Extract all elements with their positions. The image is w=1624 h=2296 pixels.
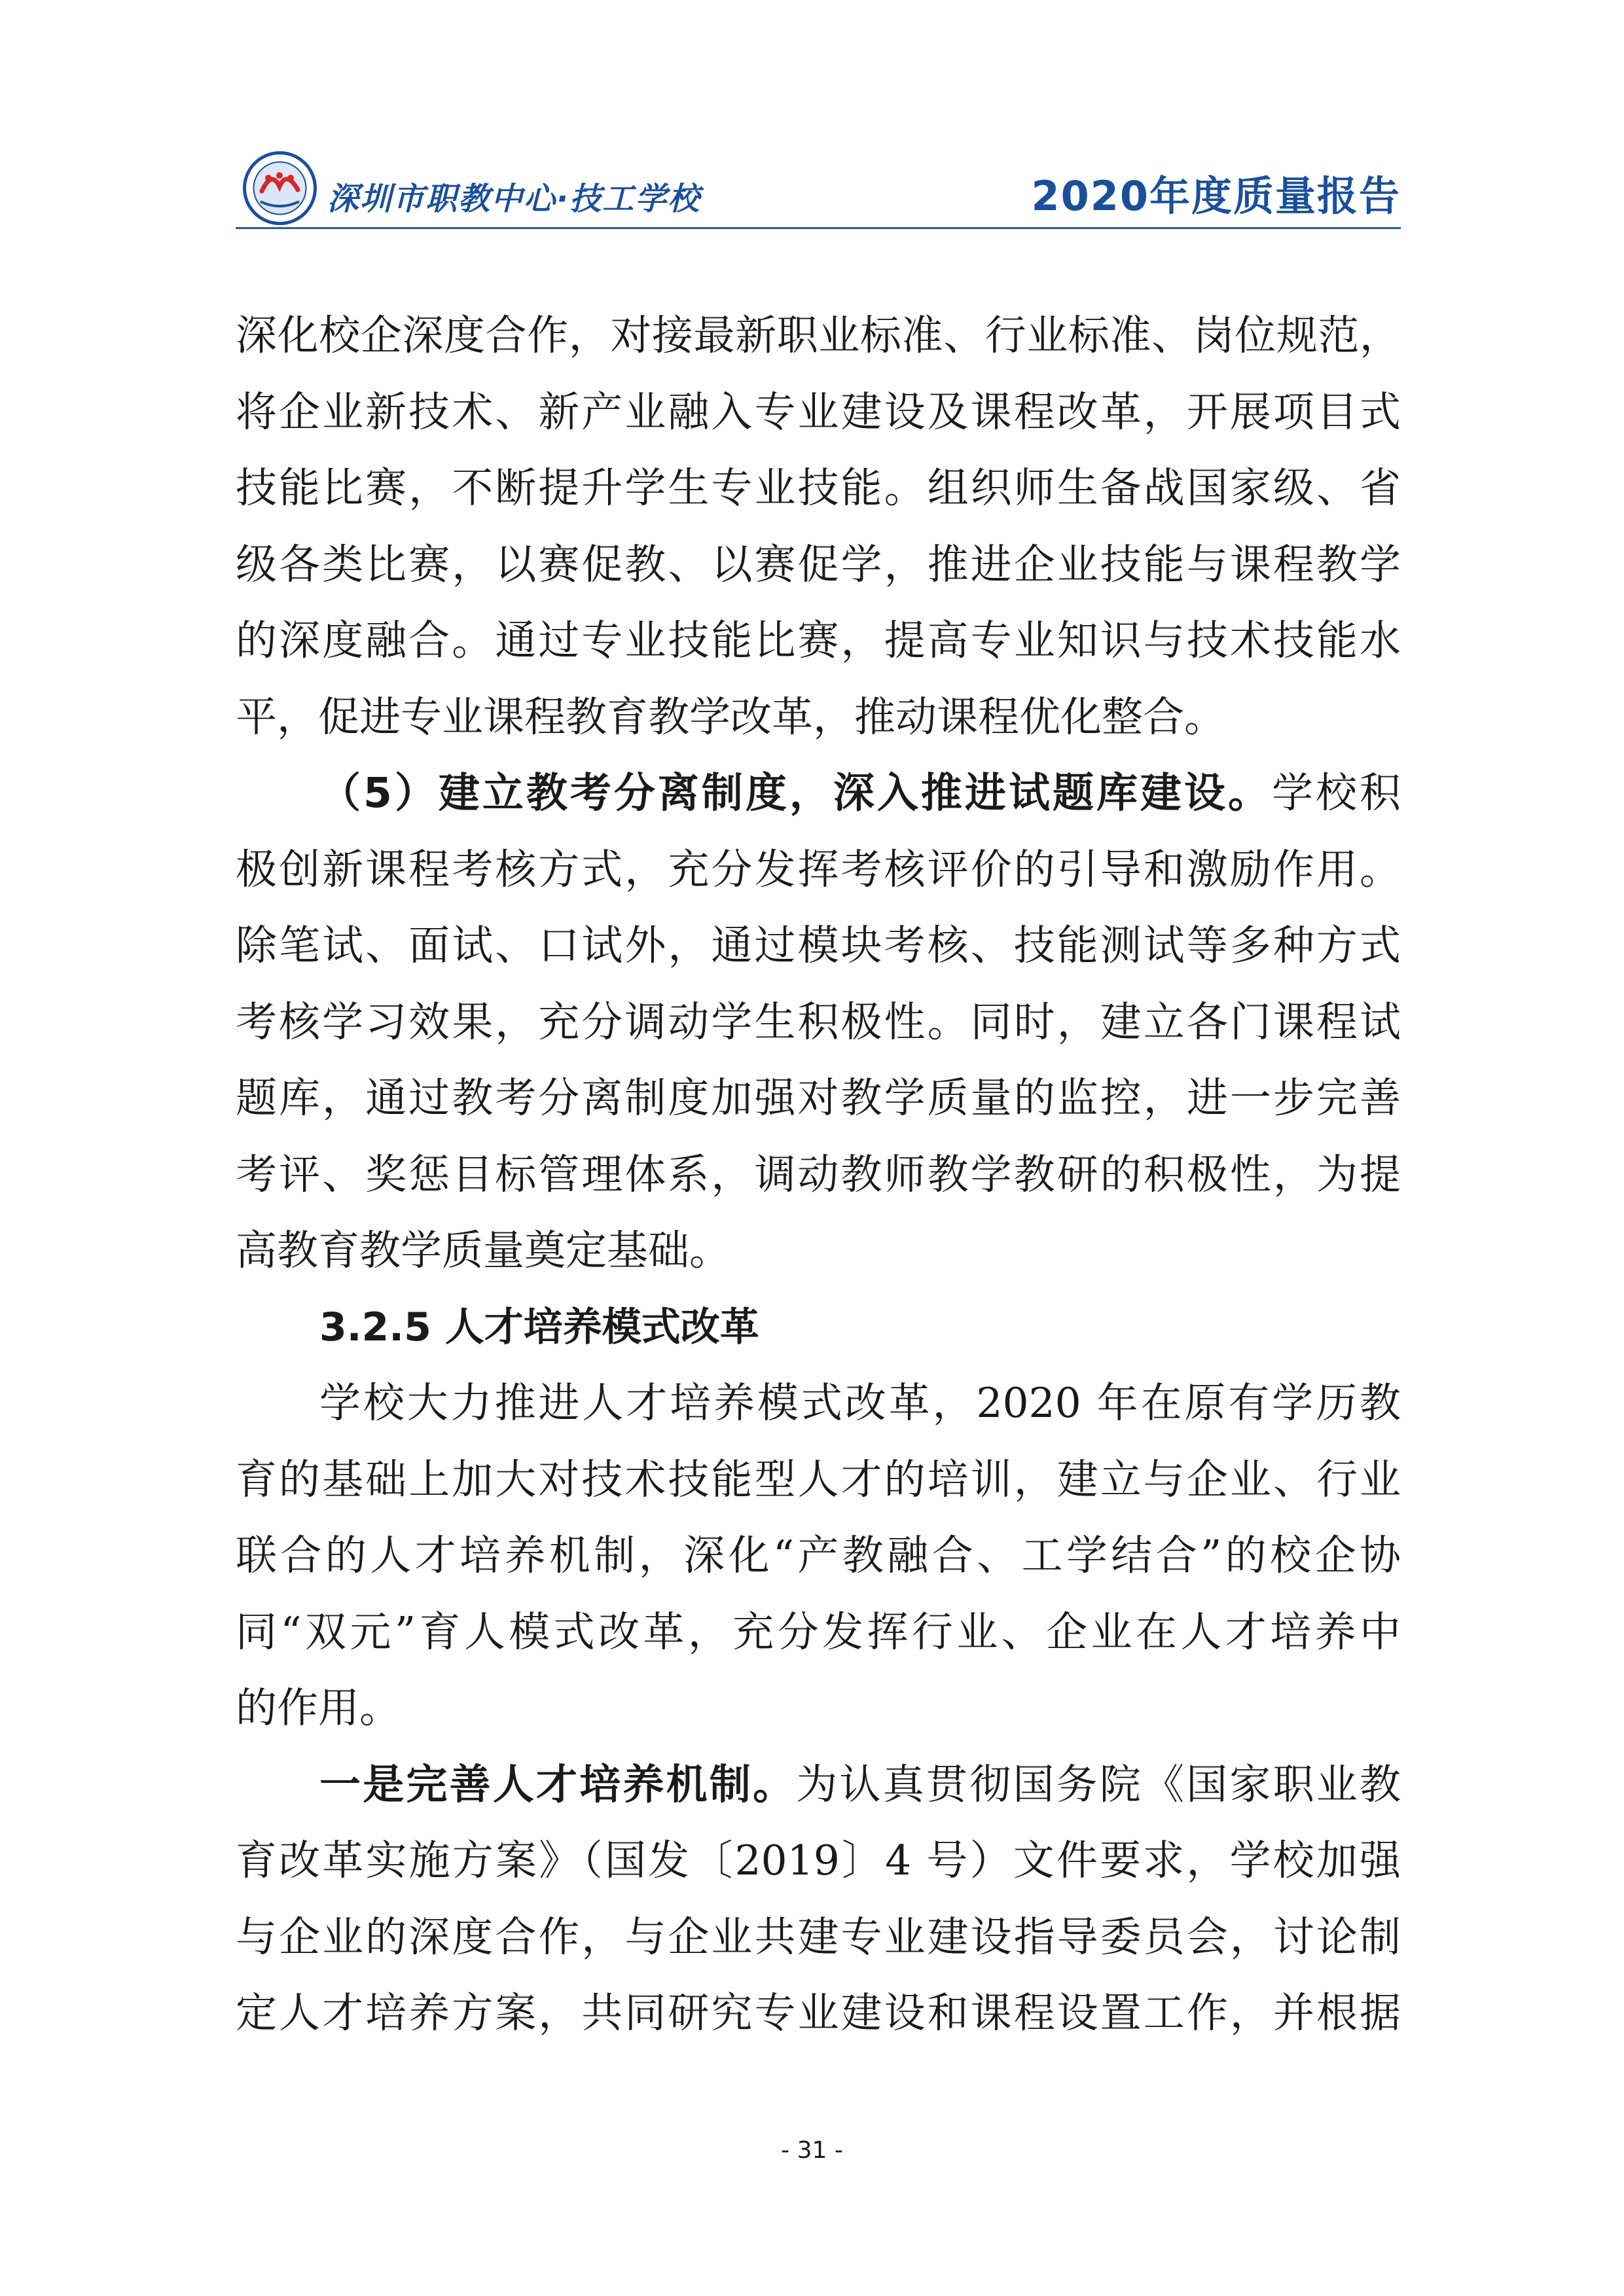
page-header [236,147,1401,232]
paragraph-line: 育的基础上加大对技术技能型人才的培训，建立与企业、行业 [236,1455,1401,1503]
paragraph-line: 技能比赛，不断提升学生专业技能。组织师生备战国家级、省 [236,464,1401,512]
paragraph-text: 学校积 [1271,769,1401,817]
school-name: 深圳市职教中心·技工学校 [327,181,701,217]
school-logo-icon [242,151,317,226]
paragraph-line: 的作用。 [236,1684,401,1732]
paragraph-line: 学校大力推进人才培养模式改革，2020 年在原有学历教 [319,1379,1401,1427]
paragraph-line: 联合的人才培养机制，深化“产教融合、工学结合”的校企协 [236,1532,1401,1579]
paragraph-line: 定人才培养方案，共同研究专业建设和课程设置工作，并根据 [236,1989,1401,2037]
paragraph-line: 平，促进专业课程教育教学改革，推动课程优化整合。 [236,692,1225,741]
paragraph-line: 题库，通过教考分离制度加强对教学质量的监控，进一步完善 [236,1074,1401,1122]
paragraph-line: 的深度融合。通过专业技能比赛，提高专业知识与技术技能水 [236,617,1401,664]
section-heading: 3.2.5 人才培养模式改革 [319,1304,759,1350]
paragraph-line: 考核学习效果，充分调动学生积极性。同时，建立各门课程试 [236,997,1401,1046]
paragraph-line: 育改革实施方案》（国发〔2019〕4 号）文件要求，学校加强 [236,1837,1401,1884]
paragraph-line: 与企业的深度合作，与企业共建专业建设指导委员会，讨论制 [236,1912,1401,1961]
paragraph-line: 同“双元”育人模式改革，充分发挥行业、企业在人才培养中 [236,1607,1401,1656]
paragraph-line: 考评、奖惩目标管理体系，调动教师教学教研的积极性，为提 [236,1150,1401,1198]
paragraph-line: 高教育教学质量奠定基础。 [236,1227,731,1274]
paragraph-line: 深化校企深度合作，对接最新职业标准、行业标准、岗位规范， [236,312,1401,359]
page-number: - 31 - [781,2137,843,2164]
paragraph-line: 极创新课程考核方式，充分发挥考核评价的引导和激励作用。 [236,845,1401,893]
report-title: 2020年度质量报告 [1031,172,1401,220]
paragraph-text: 为认真贯彻国务院《国家职业教 [796,1760,1401,1808]
paragraph-line: 级各类比赛，以赛促教、以赛促学，推进企业技能与课程教学 [236,540,1401,588]
paragraph-line [236,755,1401,832]
paragraph-line: 将企业新技术、新产业融入专业建设及课程改革，开展项目式 [236,387,1401,436]
paragraph-line: 除笔试、面试、口试外，通过模块考核、技能测试等多种方式 [236,922,1401,969]
header-divider [236,227,1401,229]
page-body [236,298,1401,2052]
paragraph-lead: 一是完善人才培养机制。 [319,1760,797,1808]
paragraph-line [236,1747,1401,1823]
paragraph-lead: （5）建立教考分离制度，深入推进试题库建设。 [319,769,1272,817]
